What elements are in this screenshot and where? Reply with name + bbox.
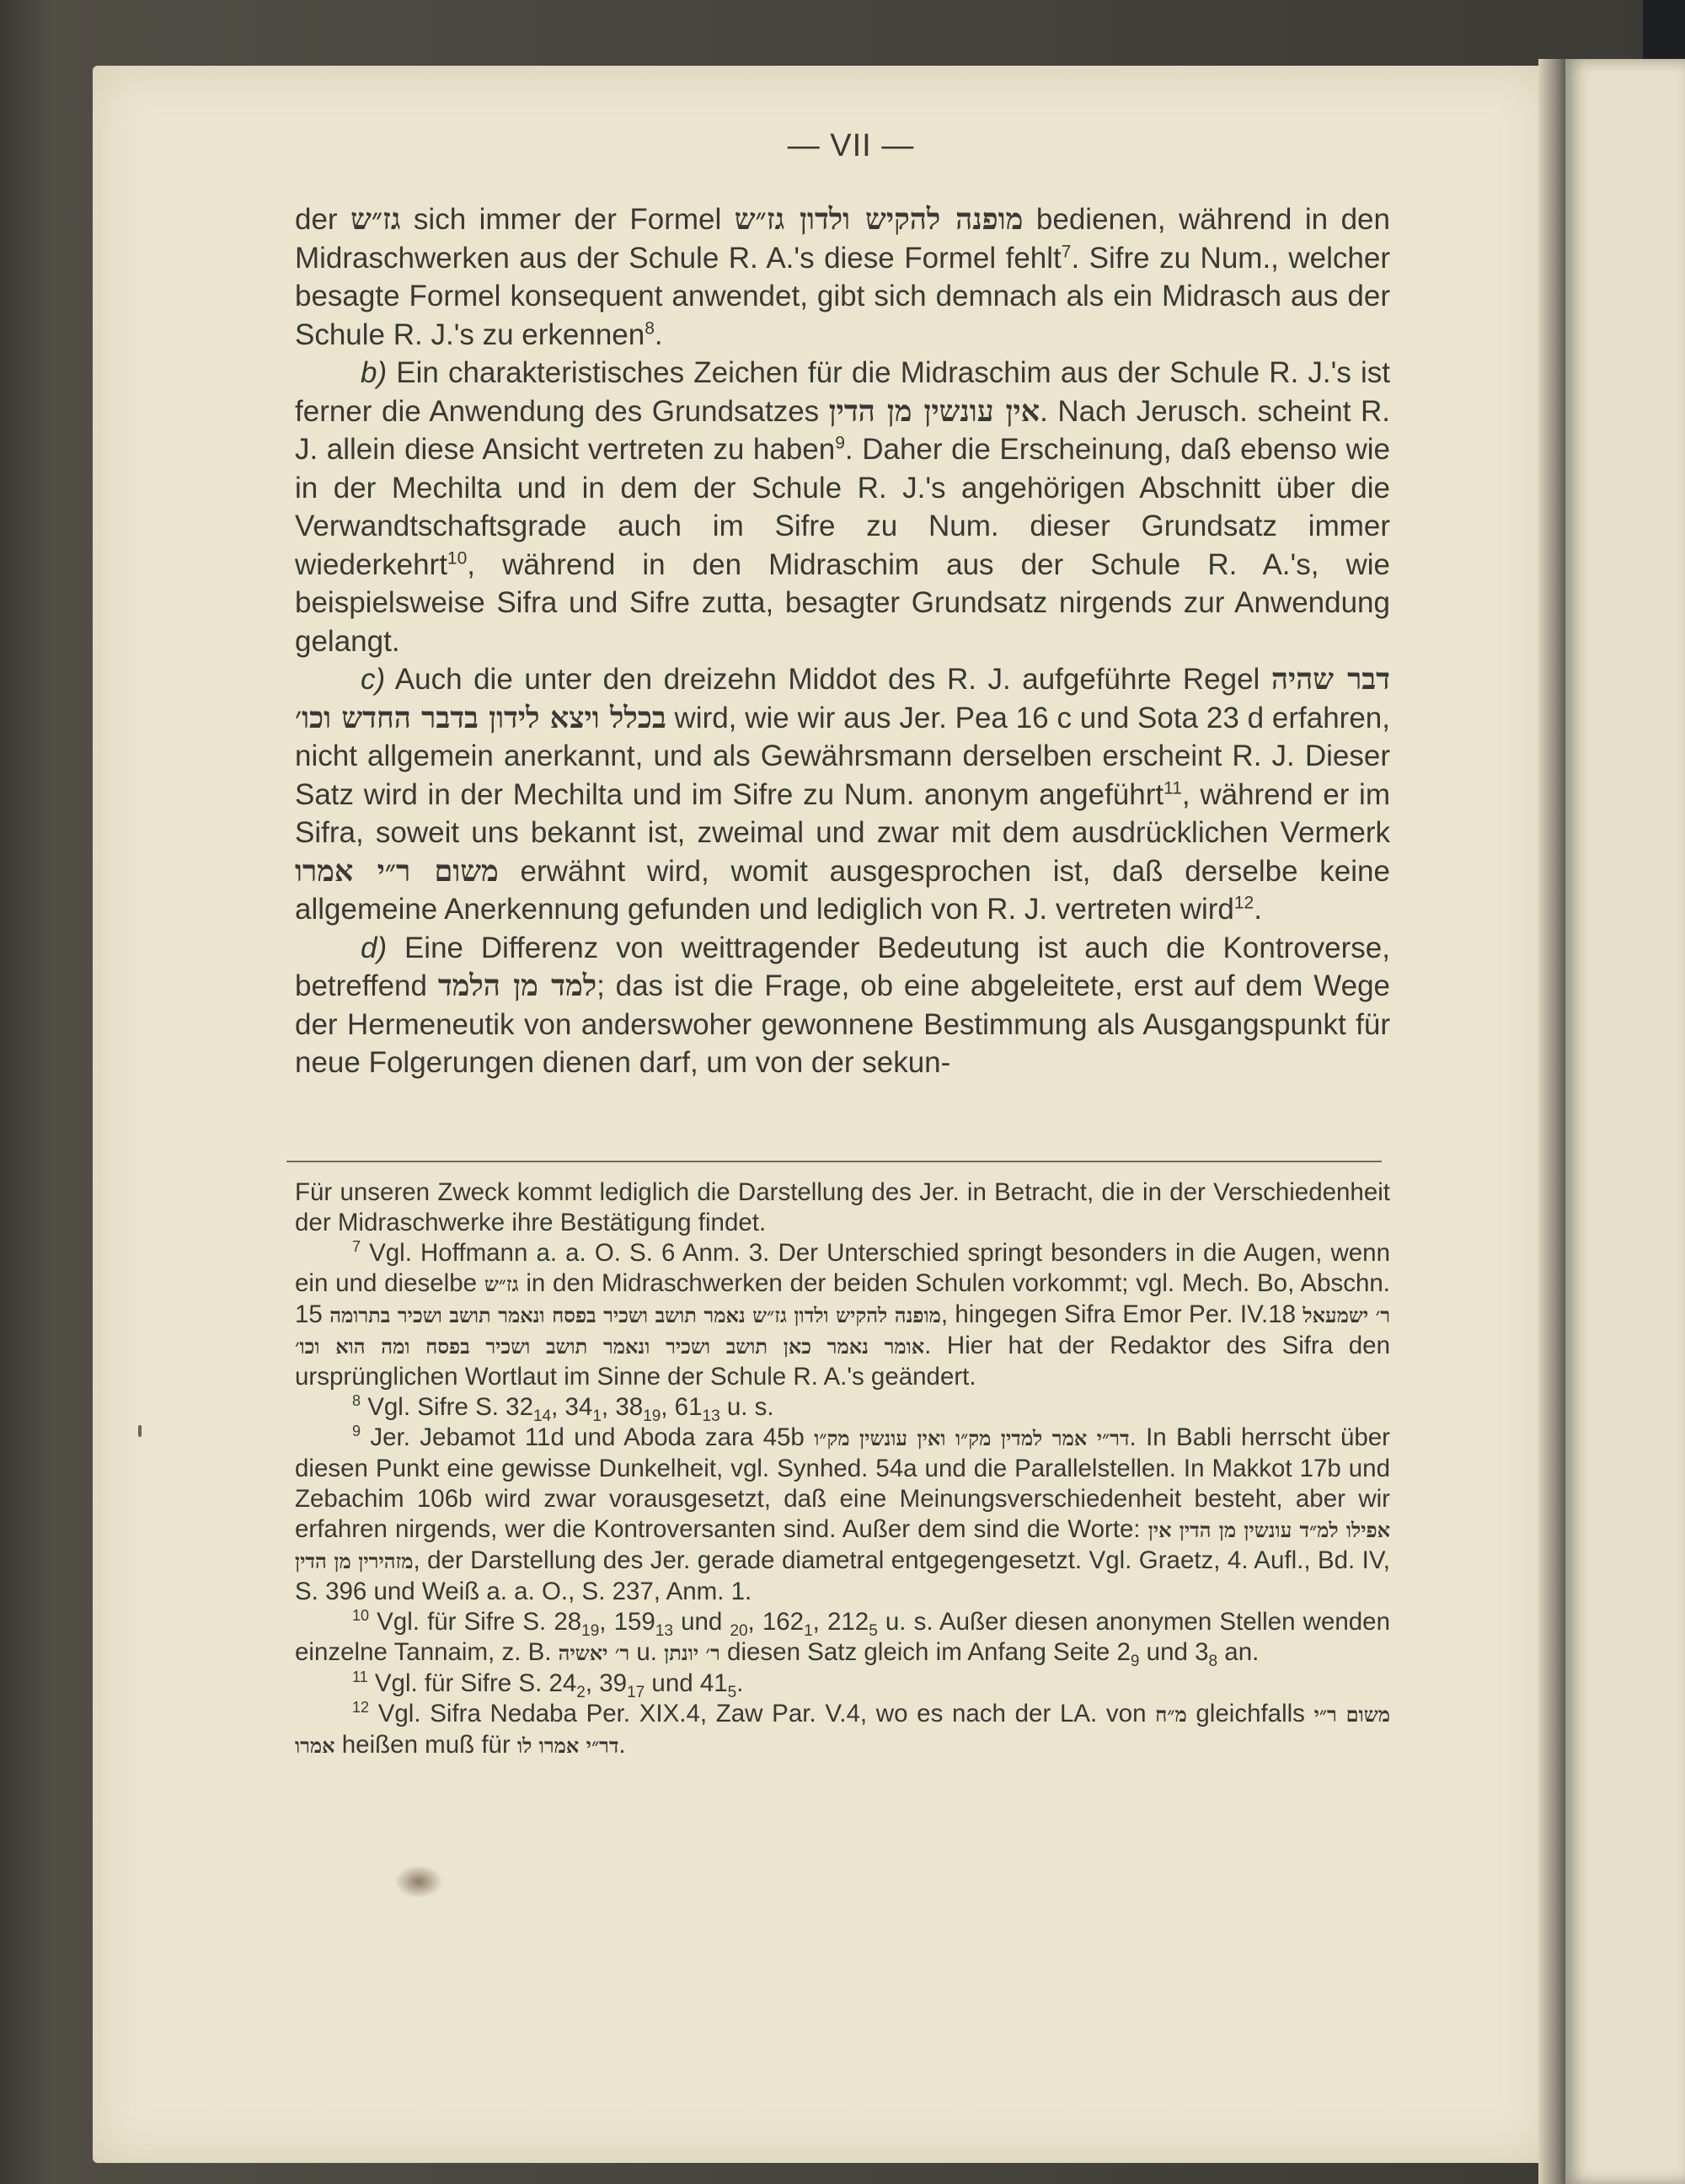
footnote-rule — [286, 1161, 1382, 1162]
hebrew-term: גז״ש — [350, 202, 401, 237]
footnote-ref-7: 7 — [1061, 241, 1072, 261]
paragraph-1: der גז״ש sich immer der Formel מופנה להקיש ולדון גז״ש bedienen, während in den Midraschwerken aus der Schule R. A.'s diese Formel fehlt$^7$. Sifre zu Num., welcher besagte Formel konsequent anwendet, gibt sich demnach als ein Midrasch aus der Schule R. J.'s zu erkennen$^8$. — [295, 202, 1390, 351]
footnote-10: $^{10}$ Vgl. für Sifre S. $28_{19}$, $159_{13}$ und $_{20}$, $162_1$, $212_5$ u. s. Außer diesen anonymen Stellen wenden einzelne Tannaim, z. B. ר׳ יאשיה u. ר׳ יונתן diesen Satz gleich im Anfang Seite $2_9$ und $3_8$ an. — [295, 1607, 1390, 1670]
paragraph-d: d) Eine Differenz von weittragender Bedeutung ist auch die Kontroverse, betreffend למד מן הלמד; das ist die Frage, ob eine abgeleitete, erst auf dem Wege der Hermeneutik von anderswoher gewonnene Bestimmung als Ausgangspunkt für neue Folgerungen dienen darf, um von der sekun- — [295, 931, 1391, 1079]
paragraph-b: b) Ein charakteristisches Zeichen für die Midraschim aus der Schule R. J.'s ist ferner die Anwendung des Grundsatzes אין עונשין מן הדין. Nach Jerusch. scheint R. J. allein diese Ansicht vertreten zu haben$^9$. Daher die Erscheinung, daß ebenso wie in der Mechilta und in dem der Schule R. J.'s angehörigen Abschnitt über die Verwandtschaftsgrade auch im Sifre zu Num. dieser Grundsatz immer wiederkehrt$^{10}$, während in den Midraschim aus der Schule R. A.'s, wie beispielsweise Sifra und Sifre zutta, besagter Grundsatz nirgends zur Anwendung gelangt. — [295, 356, 1390, 658]
hebrew-rule: דבר שהיה בכלל ויצא לידון בדבר החדש וכו׳ — [295, 662, 1390, 735]
paragraph-c: c) Auch die unter den dreizehn Middot des R. J. aufgeführte Regel דבר שהיה בכלל ויצא לידון בדבר החדש וכו׳ wird, wie wir aus Jer. Pea 16 c und Sota 23 d erfahren, nicht allgemein anerkannt, und als Gewährsmann derselben erscheint R. J. Dieser Satz wird in der Mechilta und im Sifre zu Num. anonym angeführt$^{11}$, während er im Sifra, soweit uns bekannt ist, zweimal und zwar mit dem ausdrücklichen Vermerk משום ר״י אמרו erwähnt wird, womit ausgesprochen ist, daß derselbe keine allgemeine Anerkennung gefunden und lediglich von R. J. vertreten wird$^{12}$. — [295, 662, 1390, 926]
hebrew-controversy: למד מן הלמד — [437, 969, 597, 1003]
ink-stain — [394, 1865, 443, 1898]
footnote-11: $^{11}$ Vgl. für Sifre S. $24_2$, $39_{17}$ und $41_5$. — [352, 1669, 744, 1701]
section-marker-b: b) — [361, 356, 388, 389]
footnote-ref-12: 12 — [1233, 893, 1254, 913]
book-gutter — [1538, 59, 1569, 2184]
footnote-7: $^7$ Vgl. Hoffmann a. a. O. S. 6 Anm. 3. Der Unterschied springt besonders in die Augen, wenn ein und dieselbe גז״ש in den Midraschwerken der beiden Schulen vorkommt; vgl. Mech. Bo, Abschn. 15 מופנה להקיש ולדון גז״ש נאמר תושב ושכיר בפסח ונאמר תושב ושכיר בתרומה, hingegen Sifra Emor Per. IV.18 ר׳ ישמעאל אומר נאמר כאן תושב ושכיר ונאמר תושב ושכיר בפסח ומה הוא וכו׳. Hier hat der Redaktor des Sifra den ursprünglichen Wortlaut im Sinne der Schule R. A.'s geändert. — [295, 1238, 1391, 1391]
hebrew-attribution: משום ר״י אמרו — [295, 853, 499, 889]
footnote-ref-9: 9 — [835, 433, 845, 453]
section-marker-c: c) — [361, 663, 386, 696]
footnote-ref-10: 10 — [447, 547, 468, 568]
section-marker-d: d) — [361, 931, 388, 964]
page-header: — VII — — [787, 128, 915, 163]
hebrew-formula: מופנה להקיש ולדון גז״ש — [734, 202, 1024, 237]
footnote-9: $^9$ Jer. Jebamot 11d und Aboda zara 45b דר״י אמר למדין מק״ו ואין עונשין מק״ו. In Babli herrscht über diesen Punkt eine gewisse Dunkelheit, vgl. Synhed. 54a und die Parallelstellen. In Makkot 17b und Zebachim 106b wird zwar vorausgesetzt, daß eine Meinungsverschiedenheit besteht, aber wir erfahren nirgends, wer die Kontroversanten sind. Außer dem sind die Worte: אפילו למ״ד עונשין מן הדין אין מזהירין מן הדין, der Darstellung des Jer. gerade diametral entgegengesetzt. Vgl. Graetz, 4. Aufl., Bd. IV, S. 396 und Weiß a. a. O., S. 237, Anm. 1. — [295, 1423, 1391, 1605]
hebrew-principle: אין עונשין מן הדין — [828, 393, 1040, 429]
footnote-continuation: Für unseren Zweck kommt lediglich die Darstellung des Jer. in Betracht, die in der Verschiedenheit der Midraschwerke ihre Bestätigung findet. — [295, 1178, 1390, 1236]
main-text — [295, 200, 1390, 1082]
footnote-12: $^{12}$ Vgl. Sifra Nedaba Per. XIX.4, Zaw Par. V.4, wo es nach der LA. von מ״ח gleichfalls משום ר״י אמרו heißen muß für דר״י אמרו לו. — [295, 1699, 1390, 1759]
footnote-ref-8: 8 — [645, 318, 655, 338]
footnotes — [295, 1177, 1390, 1761]
footnote-8: $^8$ Vgl. Sifre S. $32_{14}$, $34_1$, $38_{19}$, $61_{13}$ u. s. — [352, 1392, 774, 1425]
page-speck — [138, 1425, 142, 1437]
footnote-ref-11: 11 — [1163, 777, 1182, 798]
facing-page-edge — [1565, 59, 1685, 2184]
